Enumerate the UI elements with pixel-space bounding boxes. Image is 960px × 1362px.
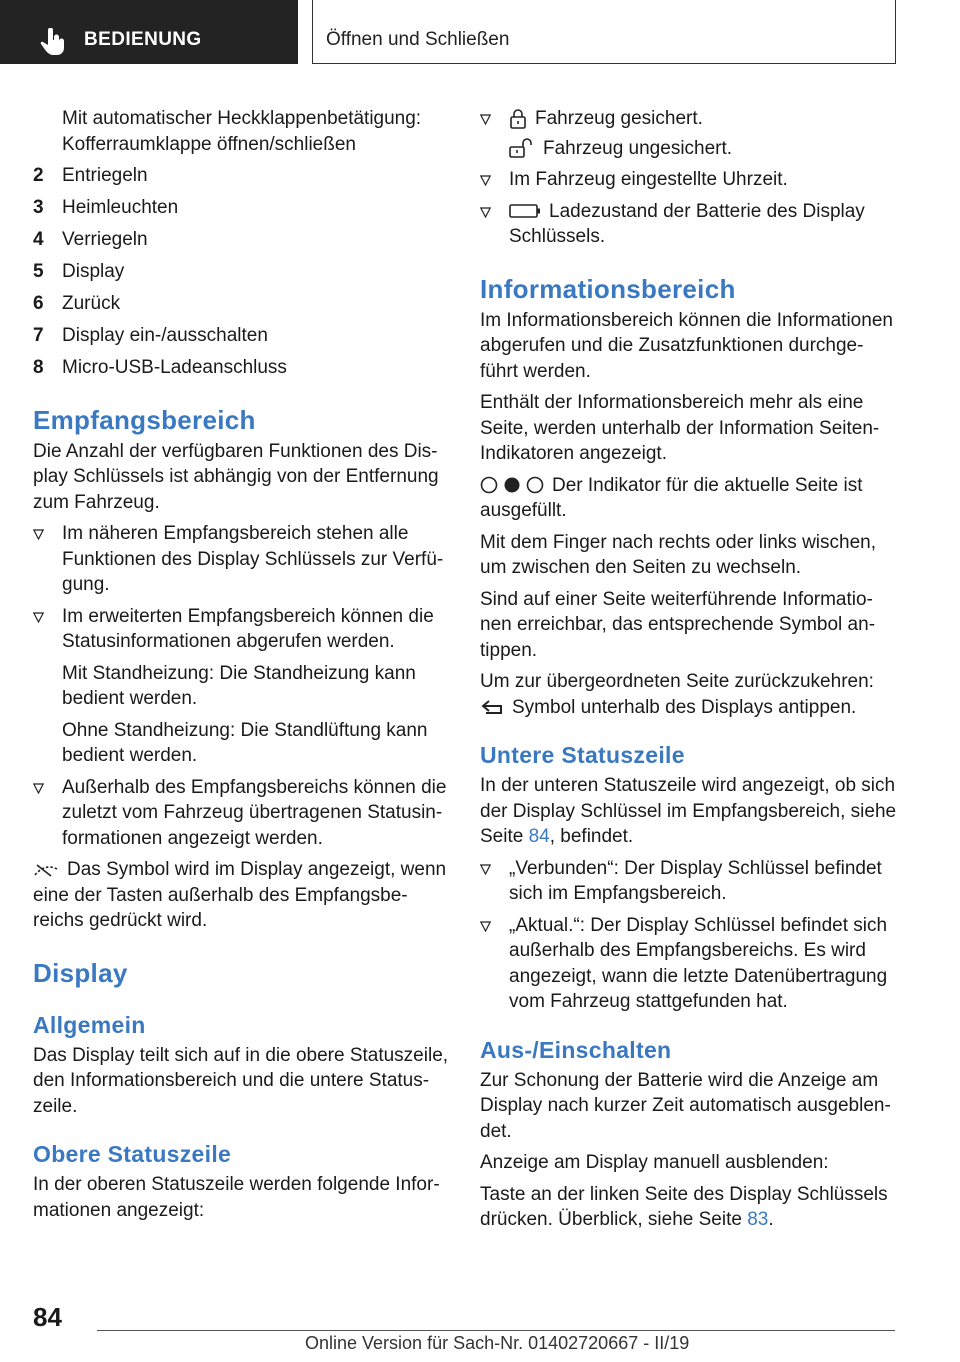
chapter-title-box <box>312 0 896 64</box>
triangle-bullet-icon <box>480 207 491 218</box>
aus-paragraph: Zur Schonung der Batterie wird die Anzeige am Display nach kurzer Zeit automatisch ausgeblen-det. <box>480 1069 891 1142</box>
battery-icon <box>509 204 541 218</box>
page-indicator-icon <box>480 476 544 494</box>
item-text: Zurück <box>62 293 121 314</box>
aus-paragraph: Anzeige am Display manuell ausblenden: <box>480 1152 829 1173</box>
item-number: 6 <box>33 293 44 314</box>
numbered-list-item <box>33 323 453 349</box>
symbol-paragraph: Das Symbol wird im Display angezeigt, wenn eine der Tasten außerhalb des Empfangsbe-reichs gedrückt wird. <box>33 859 447 931</box>
bullet-item: Im Fahrzeug eingestellte Uhrzeit. <box>480 167 900 193</box>
numbered-list-item <box>33 227 453 253</box>
allgemein-paragraph: Das Display teilt sich auf in die obere Statuszeile, den Informationsbereich und die untere Status-zeile. <box>33 1044 449 1117</box>
info-paragraph: Im Informationsbereich können die Informationen abgerufen und die Zusatzfunktionen durchge-führt werden. <box>480 309 893 382</box>
aus-paragraph: Taste an der linken Seite des Display Schlüssels drücken. Überblick, siehe Seite 83. <box>480 1183 888 1230</box>
item-number: 4 <box>33 229 44 250</box>
info-paragraph: Der Indikator für die aktuelle Seite ist ausgefüllt. <box>480 474 863 521</box>
item-text: Micro-USB-Ladeanschluss <box>62 357 287 378</box>
lock-open-icon <box>509 138 535 158</box>
item-number: 8 <box>33 357 44 378</box>
triangle-bullet-icon <box>33 529 44 540</box>
lock-closed-icon <box>509 109 527 129</box>
info-paragraph: Um zur übergeordneten Seite zurückzukehren: <box>480 671 874 692</box>
item-text: Verriegeln <box>62 229 148 250</box>
heading-aus-einschalten: Aus-/Einschalten <box>480 1036 672 1063</box>
bullet-item: „Aktual.“: Der Display Schlüssel befindet sich außerhalb des Empfangsbereichs. Es wird angezeigt, wann die letzte Datenübertragung vom Fahrzeug stattgefunden hat. <box>480 913 900 1015</box>
right-column <box>480 106 900 1239</box>
footer-rule <box>97 1330 895 1331</box>
chapter-title: Öffnen und Schließen <box>326 29 510 50</box>
numbered-list-item <box>33 291 453 317</box>
triangle-bullet-icon <box>33 783 44 794</box>
back-arrow-icon <box>480 699 504 715</box>
item-number: 7 <box>33 325 44 346</box>
sub-paragraph: Fahrzeug ungesichert. <box>480 136 900 162</box>
triangle-bullet-icon <box>480 175 491 186</box>
list-item-1-text: Mit automatischer Heckklappenbetätigung: Kofferraumklappe öffnen/schließen <box>62 108 422 155</box>
bullet-item: Im erweiterten Empfangsbereich können die Statusinformationen abgerufen werden. <box>33 604 453 655</box>
heading-allgemein: Allgemein <box>33 1011 146 1038</box>
page-number: 84 <box>33 1302 62 1332</box>
triangle-bullet-icon <box>480 864 491 875</box>
item-text: Display ein-/ausschalten <box>62 325 268 346</box>
triangle-bullet-icon <box>480 114 491 125</box>
untere-paragraph: In der unteren Statuszeile wird angezeigt, ob sich der Display Schlüssel im Empfangsbereich, siehe Seite 84, befindet. <box>480 775 897 847</box>
triangle-bullet-icon <box>33 612 44 623</box>
bullet-item: „Verbunden“: Der Display Schlüssel befindet sich im Empfangsbereich. <box>480 856 900 907</box>
numbered-list-item <box>33 259 453 285</box>
online-version-text: Online Version für Sach-Nr. 01402720667 - II/19 <box>305 1333 690 1353</box>
triangle-bullet-icon <box>480 921 491 932</box>
no-signal-icon <box>33 863 59 877</box>
bullet-item: Fahrzeug gesichert. <box>480 106 900 132</box>
item-text: Heimleuchten <box>62 197 179 218</box>
bullet-item: Im näheren Empfangsbereich stehen alle Funktionen des Display Schlüssels zur Verfü-gung. <box>33 521 453 598</box>
page-link-83[interactable]: 83 <box>747 1209 769 1230</box>
hand-pointer-icon <box>40 28 66 56</box>
sub-paragraph: Ohne Standheizung: Die Standlüftung kann bedient werden. <box>62 719 428 766</box>
heading-informationsbereich: Informationsbereich <box>480 273 736 304</box>
section-tab <box>0 0 298 64</box>
numbered-list-item <box>33 195 453 221</box>
item-text: Display <box>62 261 125 282</box>
heading-display: Display <box>33 957 128 988</box>
numbered-list <box>33 163 453 381</box>
info-paragraph: Mit dem Finger nach rechts oder links wischen, um zwischen den Seiten zu wechseln. <box>480 531 876 578</box>
numbered-list-item <box>33 163 453 189</box>
item-number: 3 <box>33 197 44 218</box>
bullet-item: Außerhalb des Empfangsbereichs können die zuletzt vom Fahrzeug übertragenen Statusin-formationen angezeigt werden. <box>33 775 453 852</box>
info-paragraph: Enthält der Informationsbereich mehr als eine Seite, werden unterhalb der Information Seiten-Indikatoren angezeigt. <box>480 392 880 464</box>
sub-paragraph: Mit Standheizung: Die Standheizung kann bedient werden. <box>62 662 416 709</box>
heading-empfangsbereich: Empfangsbereich <box>33 404 256 435</box>
obere-paragraph: In der oberen Statuszeile werden folgende Infor-mationen angezeigt: <box>33 1174 440 1221</box>
left-column <box>33 106 453 1229</box>
item-number: 5 <box>33 261 44 282</box>
bullet-item: Ladezustand der Batterie des Display Schlüssels. <box>480 199 900 250</box>
empfang-paragraph: Die Anzahl der verfügbaren Funktionen des Dis-play Schlüssels ist abhängig von der Entfernung zum Fahrzeug. <box>33 440 439 513</box>
numbered-list-item <box>33 355 453 381</box>
info-paragraph: Symbol unterhalb des Displays antippen. <box>480 695 900 721</box>
heading-untere-statuszeile: Untere Statuszeile <box>480 742 685 768</box>
item-number: 2 <box>33 165 44 186</box>
item-text: Entriegeln <box>62 165 148 186</box>
page-link-84[interactable]: 84 <box>528 826 550 847</box>
info-paragraph: Sind auf einer Seite weiterführende Informatio-nen erreichbar, das entsprechende Symbol an-tippen. <box>480 588 876 661</box>
section-label: BEDIENUNG <box>84 29 202 50</box>
heading-obere-statuszeile: Obere Statuszeile <box>33 1141 232 1167</box>
